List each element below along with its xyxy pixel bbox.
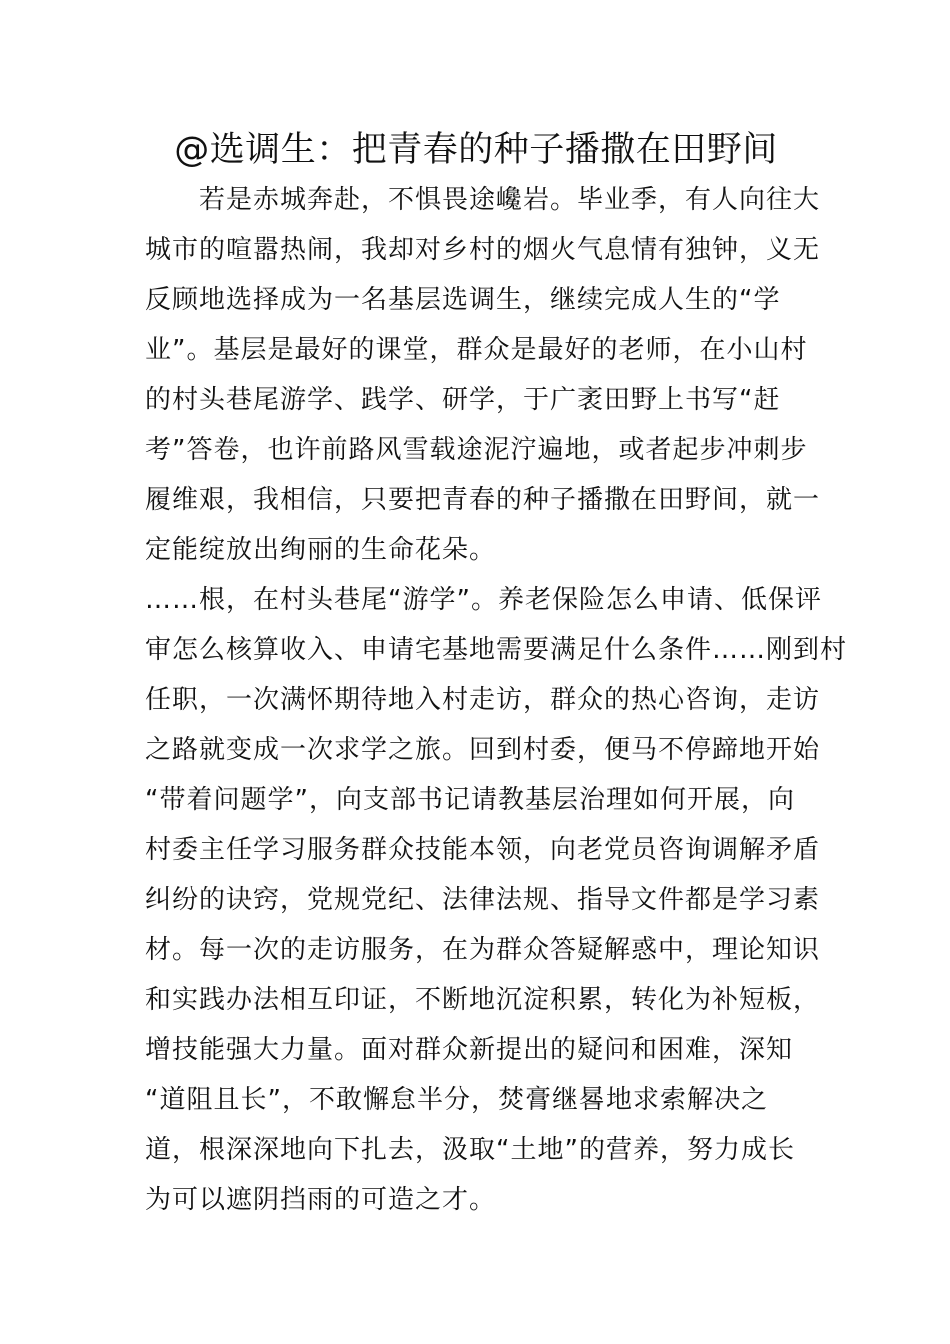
- body-line: 城市的喧嚣热闹，我却对乡村的烟火气息情有独钟，义无: [145, 235, 821, 265]
- body-line: 若是赤城奔赴，不惧畏途巉岩。毕业季，有人向往大: [145, 185, 821, 215]
- body-line: “带着问题学”，向支部书记请教基层治理如何开展，向: [145, 785, 795, 815]
- body-line: 业”。基层是最好的课堂，群众是最好的老师，在小山村: [145, 335, 808, 365]
- document-title: @选调生：把青春的种子播撒在田野间: [174, 130, 778, 170]
- body-line: 村委主任学习服务群众技能本领，向老党员咨询调解矛盾: [145, 835, 821, 865]
- body-line: 审怎么核算收入、申请宅基地需要满足什么条件……刚到村: [145, 635, 848, 665]
- body-line: 任职，一次满怀期待地入村走访，群众的热心咨询，走访: [145, 685, 821, 715]
- body-line: 为可以遮阴挡雨的可造之才。: [145, 1185, 497, 1215]
- body-line: 增技能强大力量。面对群众新提出的疑问和困难，深知: [145, 1035, 794, 1065]
- body-line: 纠纷的诀窍，党规党纪、法律法规、指导文件都是学习素: [145, 885, 821, 915]
- body-line: 履维艰，我相信，只要把青春的种子播撒在田野间，就一: [145, 485, 821, 515]
- body-line: 的村头巷尾游学、践学、研学，于广袤田野上书写“赶: [145, 385, 781, 415]
- body-line: ……根，在村头巷尾“游学”。养老保险怎么申请、低保评: [145, 585, 822, 615]
- body-line: 定能绽放出绚丽的生命花朵。: [145, 535, 497, 565]
- body-line: 反顾地选择成为一名基层选调生，继续完成人生的“学: [145, 285, 781, 315]
- body-line: 道，根深深地向下扎去，汲取“土地”的营养，努力成长: [145, 1135, 795, 1165]
- body-line: 材。每一次的走访服务，在为群众答疑解惑中，理论知识: [145, 935, 821, 965]
- body-line: 考”答卷，也许前路风雪载途泥泞遍地，或者起步冲刺步: [145, 435, 808, 465]
- body-line: 和实践办法相互印证，不断地沉淀积累，转化为补短板，: [145, 985, 821, 1015]
- body-line: “道阻且长”，不敢懈怠半分，焚膏继晷地求索解决之: [145, 1085, 768, 1115]
- body-line: 之路就变成一次求学之旅。回到村委，便马不停蹄地开始: [145, 735, 821, 765]
